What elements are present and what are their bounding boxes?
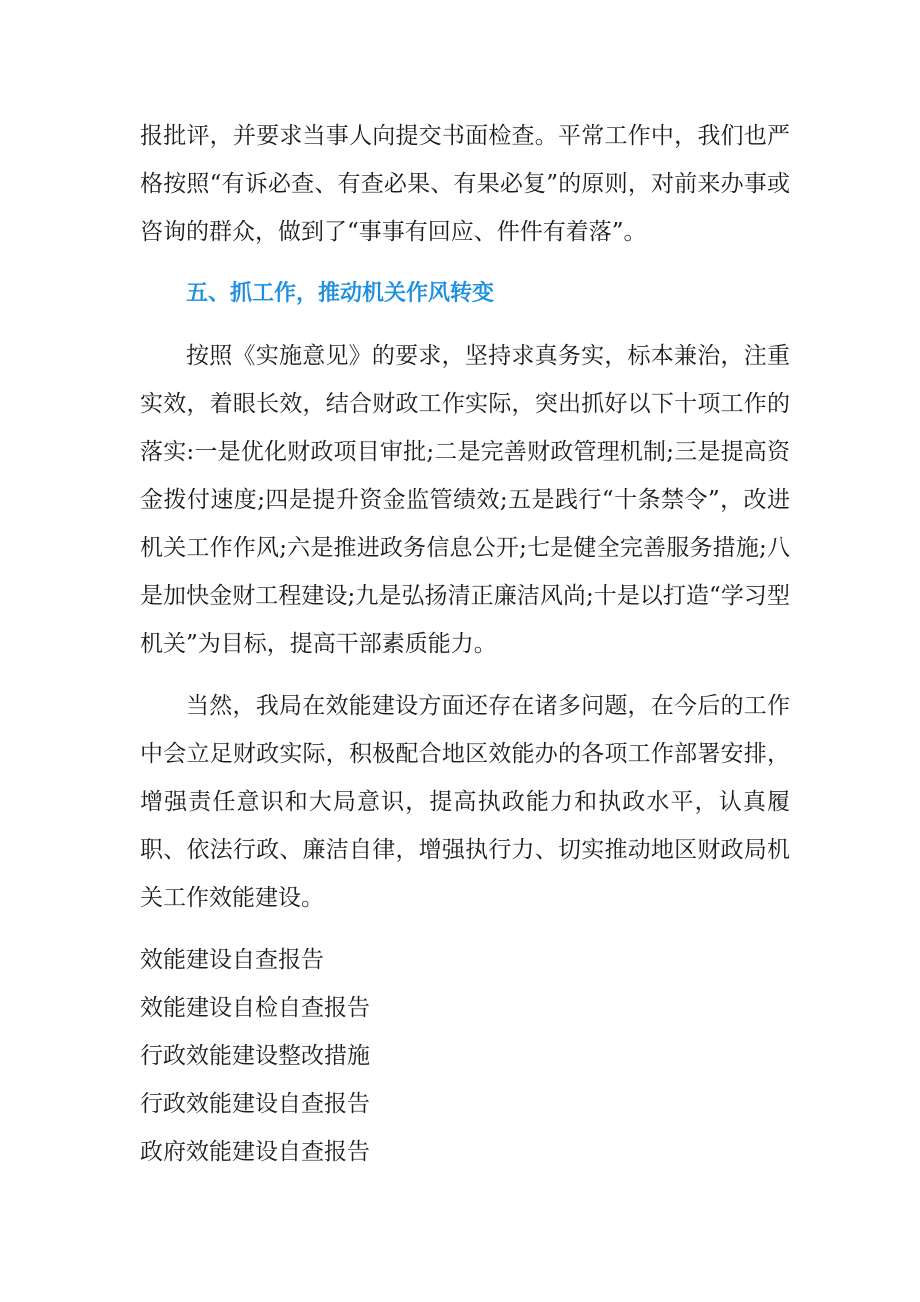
- section-heading: 五、抓工作，推动机关作风转变: [186, 281, 495, 306]
- related-link[interactable]: 行政效能建设整改措施: [140, 1043, 370, 1069]
- related-links-list: [140, 936, 790, 1176]
- related-link[interactable]: 效能建设自检自查报告: [140, 995, 370, 1021]
- related-link[interactable]: 效能建设自查报告: [140, 947, 324, 973]
- paragraph-conclusion: 当然，我局在效能建设方面还存在诸多问题，在今后的工作中会立足财政实际，积极配合地区效能办的各项工作部署安排，增强责任意识和大局意识，提高执政能力和执政水平，认真履职、依法行政、廉洁自律，增强执行力、切实推动地区财政局机关工作效能建设。: [140, 693, 790, 911]
- paragraph-continuation: 报批评，并要求当事人向提交书面检查。平常工作中，我们也严格按照“有诉必查、有查必果、有果必复”的原则，对前来办事或咨询的群众，做到了“事事有回应、件件有着落”。: [140, 123, 790, 245]
- related-link[interactable]: 政府效能建设自查报告: [140, 1139, 370, 1165]
- paragraph-section-five: 按照《实施意见》的要求，坚持求真务实，标本兼治，注重实效，着眼长效，结合财政工作实际，突出抓好以下十项工作的落实:一是优化财政项目审批;二是完善财政管理机制;三是提高资金拨付速度;四是提升资金监管绩效;五是践行“十条禁令”，改进机关工作作风;六是推进政务信息公开;七是健全完善服务措施;八是加快金财工程建设;九是弘扬清正廉洁风尚;十是以打造“学习型机关”为目标，提高干部素质能力。: [140, 343, 790, 657]
- related-link[interactable]: 行政效能建设自查报告: [140, 1091, 370, 1117]
- document-page: [140, 112, 790, 1176]
